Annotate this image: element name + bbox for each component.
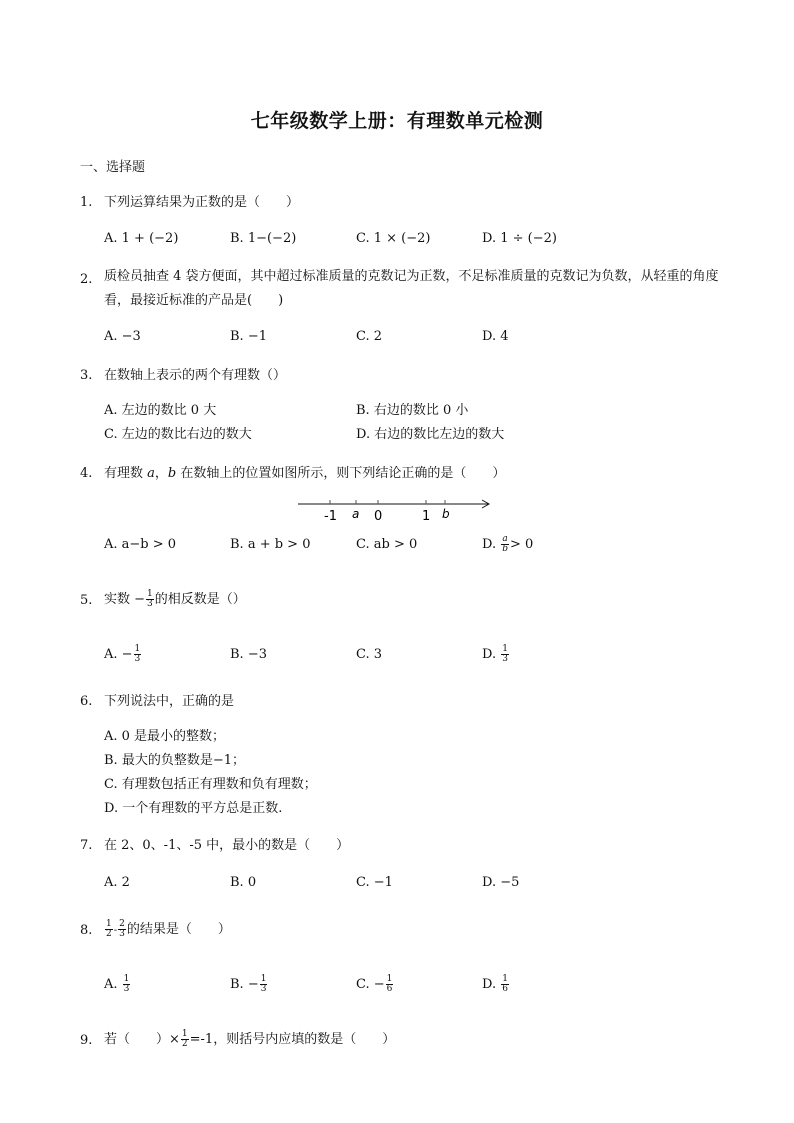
option-b: B. 最大的负整数是−1； — [104, 753, 245, 768]
question-number: 9. — [80, 1033, 93, 1048]
question-number: 7. — [80, 838, 93, 853]
option-c: C. 有理数包括正有理数和负有理数； — [104, 777, 317, 792]
question-2 — [80, 265, 730, 313]
option-b: B. a + b > 0 — [230, 537, 311, 552]
question-number: 1. — [80, 195, 93, 210]
fraction: $\frac{1}{3}$ — [502, 644, 508, 664]
fraction: $\frac{1}{6}$ — [386, 974, 393, 994]
fraction: $\frac{1}{3}$ — [134, 644, 141, 664]
question-9 — [80, 1028, 730, 1052]
option-c: C. ab > 0 — [356, 537, 418, 552]
option-c: C. 2 — [356, 329, 383, 344]
question-stem: 下列运算结果为正数的是（ ） — [104, 195, 300, 210]
question-stem: 质检员抽查 4 袋方便面，其中超过标准质量的克数记为正数，不足标准质量的克数记为负数，从轻重的角度看，最接近标准的产品是( ) — [104, 269, 719, 308]
question-stem: 若（ ）× $\frac{1}{2}$ =-1，则括号内应填的数是（ ） — [104, 1029, 396, 1049]
option-c: C. −1 — [356, 875, 393, 890]
fraction: $\frac{1}{3}$ — [260, 974, 267, 994]
section-heading: 一、选择题 — [80, 160, 146, 175]
option-b: B. 0 — [230, 875, 257, 890]
option-a: A. $\frac{1}{3}$ — [104, 974, 130, 994]
question-8 — [80, 918, 730, 943]
question-stem: 下列说法中，正确的是 — [104, 694, 235, 709]
option-a: A. a−b > 0 — [104, 537, 177, 552]
question-stem: 在 2、0、-1、-5 中，最小的数是（ ） — [104, 838, 350, 853]
question-3 — [80, 364, 730, 388]
axis-label-a: a — [352, 507, 360, 521]
option-a: A. − $\frac{1}{3}$ — [104, 644, 141, 664]
fraction: $\frac{1}{3}$ — [147, 589, 153, 609]
fraction: $\frac{1}{2}$ — [106, 919, 112, 939]
option-b: B. −3 — [230, 647, 267, 662]
question-number: 8. — [80, 923, 93, 938]
number-line-figure — [296, 494, 496, 524]
option-b: B. −1 — [230, 329, 267, 344]
fraction: $\frac{a}{b}$ — [502, 534, 508, 554]
option-d: D. $\frac{1}{3}$ — [482, 644, 508, 664]
question-5 — [80, 588, 730, 612]
option-a: A. 左边的数比 0 大 — [104, 403, 217, 418]
fraction: $\frac{1}{6}$ — [502, 974, 508, 994]
option-a: A. −3 — [104, 329, 141, 344]
question-4 — [80, 462, 730, 486]
question-stem: 实数 − $\frac{1}{3}$ 的相反数是（） — [104, 589, 246, 609]
option-a: A. 2 — [104, 875, 130, 890]
question-number: 4. — [80, 466, 93, 481]
fraction: $\frac{2}{3}$ — [119, 919, 125, 939]
question-6 — [80, 690, 730, 714]
option-d: D. −5 — [482, 875, 520, 890]
option-c: C. 左边的数比右边的数大 — [104, 427, 252, 442]
option-b: B. − $\frac{1}{3}$ — [230, 974, 267, 994]
question-number: 3. — [80, 368, 93, 383]
option-c: C. 1 × (−2) — [356, 231, 431, 246]
question-1 — [80, 191, 730, 215]
fraction: $\frac{1}{2}$ — [181, 1029, 188, 1049]
option-a: A. 1 + (−2) — [104, 231, 179, 246]
fraction: $\frac{1}{3}$ — [123, 974, 130, 994]
option-d: D. 一个有理数的平方总是正数. — [104, 801, 283, 816]
option-b: B. 右边的数比 0 小 — [356, 403, 469, 418]
question-7 — [80, 834, 730, 858]
option-d: D. $\frac{a}{b}$ > 0 — [482, 534, 534, 554]
option-d: D. $\frac{1}{6}$ — [482, 974, 508, 994]
question-stem: $\frac{1}{2}$ - $\frac{2}{3}$ 的结果是（ ） — [106, 919, 231, 939]
page-title: 七年级数学上册：有理数单元检测 — [250, 110, 544, 132]
question-number: 2. — [80, 272, 93, 287]
option-c: C. 3 — [356, 647, 383, 662]
question-stem: 有理数 a，b 在数轴上的位置如图所示，则下列结论正确的是（ ） — [104, 466, 506, 481]
option-d: D. 1 ÷ (−2) — [482, 231, 557, 246]
axis-label-b: b — [442, 507, 450, 521]
option-a: A. 0 是最小的整数； — [104, 729, 226, 744]
variable-b: b — [167, 466, 177, 481]
variable-a: a — [147, 466, 155, 481]
axis-label-neg1: -1 — [324, 509, 337, 524]
option-d: D. 右边的数比左边的数大 — [356, 427, 505, 442]
axis-label-1: 1 — [422, 509, 431, 524]
question-number: 5. — [80, 593, 93, 608]
axis-label-0: 0 — [374, 509, 383, 524]
question-number: 6. — [80, 694, 93, 709]
option-d: D. 4 — [482, 329, 509, 344]
question-stem: 在数轴上表示的两个有理数（） — [104, 368, 287, 383]
option-b: B. 1−(−2) — [230, 231, 297, 246]
option-c: C. − $\frac{1}{6}$ — [356, 974, 393, 994]
